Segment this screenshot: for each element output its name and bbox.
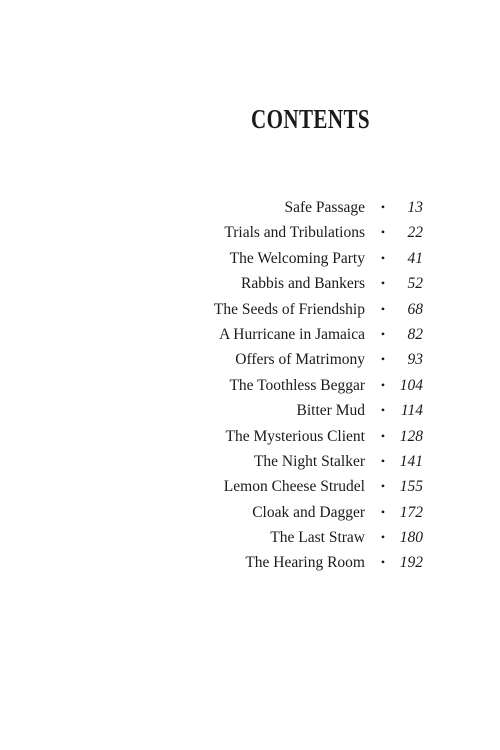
page-number: 141 <box>399 452 423 470</box>
toc-entry <box>0 297 500 322</box>
page-number: 41 <box>407 249 423 267</box>
toc-entry <box>0 398 500 423</box>
chapter-title: The Hearing Room <box>245 554 365 572</box>
separator-bullet: • <box>380 352 386 367</box>
toc-entry <box>0 424 500 449</box>
chapter-title: A Hurricane in Jamaica <box>219 325 365 343</box>
toc-entry <box>0 373 500 398</box>
table-of-contents <box>0 195 500 576</box>
chapter-title: The Night Stalker <box>253 452 365 470</box>
separator-bullet: • <box>380 326 386 341</box>
separator-bullet: • <box>380 504 386 519</box>
page-number: 104 <box>399 376 423 394</box>
page-number: 82 <box>407 325 423 343</box>
page-number: 172 <box>399 503 423 521</box>
page-number: 13 <box>407 199 423 216</box>
toc-entry <box>0 347 500 372</box>
toc-entry <box>0 550 500 575</box>
toc-entry <box>0 220 500 245</box>
chapter-title: Cloak and Dagger <box>252 503 365 521</box>
separator-bullet: • <box>380 453 386 468</box>
toc-entry <box>0 322 500 347</box>
chapter-title: The Last Straw <box>270 529 365 547</box>
page-number: 68 <box>407 300 423 318</box>
chapter-title: The Seeds of Friendship <box>213 300 365 318</box>
contents-heading: CONTENTS <box>251 104 370 134</box>
toc-entry <box>0 271 500 296</box>
chapter-title: Trials and Tribulations <box>224 224 365 242</box>
chapter-title: Lemon Cheese Strudel <box>223 478 365 496</box>
separator-bullet: • <box>380 276 386 291</box>
chapter-title: Rabbis and Bankers <box>241 275 365 293</box>
chapter-title: Offers of Matrimony <box>235 351 365 369</box>
page-number: 22 <box>407 224 423 242</box>
separator-bullet: • <box>380 377 386 392</box>
separator-bullet: • <box>380 250 386 265</box>
toc-entry <box>0 449 500 474</box>
page-number: 180 <box>399 529 423 547</box>
page-number: 93 <box>407 351 423 369</box>
page-number: 192 <box>399 554 423 572</box>
chapter-title: The Welcoming Party <box>229 249 365 267</box>
separator-bullet: • <box>380 479 386 494</box>
separator-bullet: • <box>380 428 386 443</box>
separator-bullet: • <box>380 403 386 418</box>
separator-bullet: • <box>380 200 386 214</box>
page-number: 114 <box>400 402 423 420</box>
chapter-title: The Mysterious Client <box>225 427 365 445</box>
chapter-title: The Toothless Beggar <box>229 376 365 394</box>
page-number: 155 <box>399 478 423 496</box>
page-number: 128 <box>399 427 423 445</box>
toc-entry <box>0 525 500 550</box>
toc-entry <box>0 474 500 499</box>
toc-entry <box>0 246 500 271</box>
toc-entry <box>0 195 500 220</box>
separator-bullet: • <box>380 555 386 570</box>
chapter-title: Bitter Mud <box>296 402 365 420</box>
separator-bullet: • <box>380 301 386 316</box>
chapter-title: Safe Passage <box>284 199 365 216</box>
separator-bullet: • <box>380 530 386 545</box>
separator-bullet: • <box>380 225 386 240</box>
toc-entry <box>0 500 500 525</box>
page-number: 52 <box>407 275 423 293</box>
